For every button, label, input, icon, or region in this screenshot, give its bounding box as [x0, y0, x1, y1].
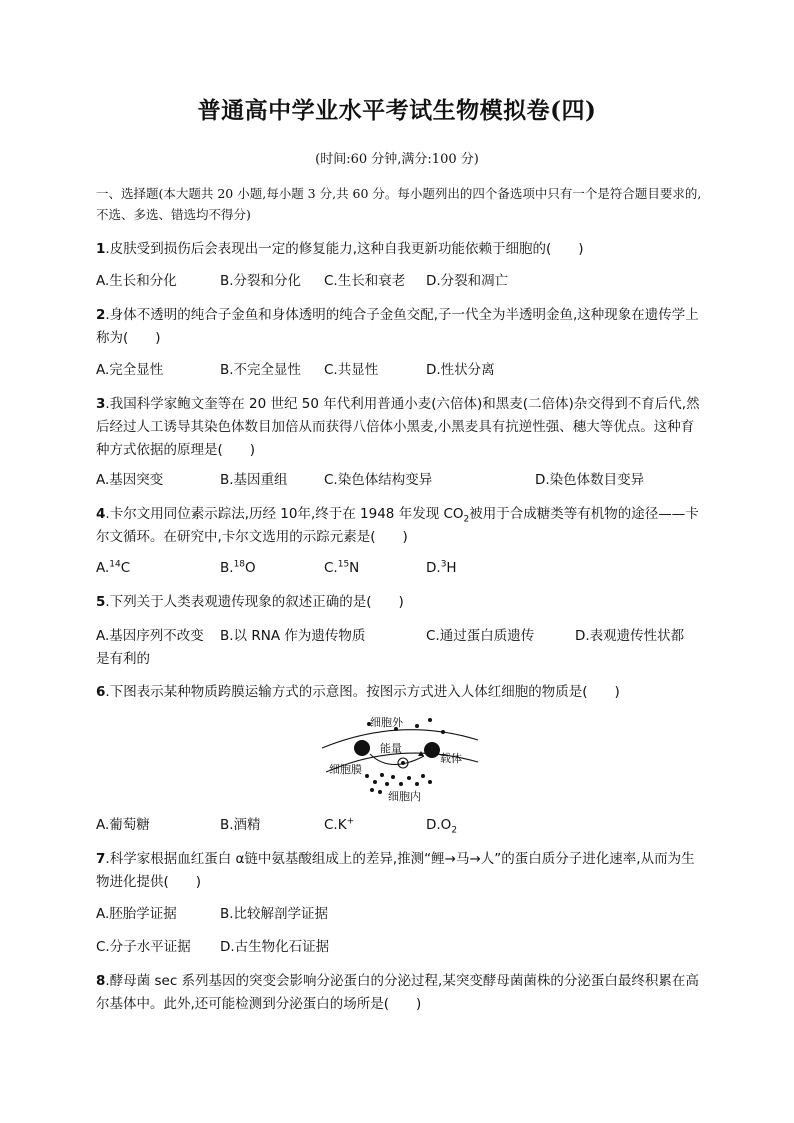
isotope-mass: 3	[440, 559, 447, 570]
option-d[interactable]: D.表观遗传性状都	[575, 628, 685, 644]
molecule-dot	[370, 788, 374, 792]
label-energy: 能量	[380, 742, 402, 755]
question-7	[96, 848, 706, 894]
element-symbol: C	[120, 560, 131, 576]
option-d[interactable]: D.古生物化石证据	[220, 939, 330, 955]
option-d[interactable]	[426, 814, 457, 837]
section-instructions: 一、选择题(本大题共 20 小题,每小题 3 分,共 60 分。每小题列出的四个备选项中只有一个是符合题目要求的,不选、多选、错选均不得分)	[96, 186, 702, 222]
isotope-mass: 18	[233, 559, 246, 570]
molecule-dot	[380, 773, 384, 777]
question-8	[96, 970, 706, 1016]
option-a[interactable]: A.生长和分化	[96, 273, 177, 289]
molecule-dot	[421, 774, 425, 778]
molecule-dot	[415, 724, 419, 728]
element-symbol: O	[245, 560, 256, 576]
molecule-dot	[378, 790, 382, 794]
question-number: 4	[96, 506, 106, 522]
option-a[interactable]: A.完全显性	[96, 362, 164, 378]
option-d[interactable]	[426, 557, 457, 580]
question-number: 3	[96, 396, 106, 412]
label-inside: 细胞内	[388, 790, 421, 803]
option-d[interactable]: D.染色体数目变异	[535, 472, 645, 488]
option-a[interactable]: A.葡萄糖	[96, 817, 150, 833]
transport-arrow	[370, 754, 424, 765]
question-number: 7	[96, 851, 106, 867]
element-symbol: N	[349, 560, 360, 576]
question-1	[96, 238, 706, 261]
option-b[interactable]	[220, 557, 256, 580]
label-outside: 细胞外	[370, 716, 403, 729]
molecule-dot	[428, 780, 432, 784]
question-text: .皮肤受到损伤后会表现出一定的修复能力,这种自我更新功能依赖于细胞的( )	[105, 241, 584, 257]
question-text: .身体不透明的纯合子金鱼和身体透明的纯合子金鱼交配,子一代全为半透明金鱼,这种现象在遗传学上称为( )	[96, 307, 699, 346]
option-prefix: B.	[220, 560, 234, 576]
question-text: .酵母菌 sec 系列基因的突变会影响分泌蛋白的分泌过程,某突变酵母菌菌株的分泌蛋白最终积累在高尔基体中。此外,还可能检测到分泌蛋白的场所是( )	[96, 973, 699, 1012]
option-b[interactable]: B.基因重组	[220, 472, 288, 488]
molecule-dot	[415, 782, 419, 786]
option-prefix: D.	[426, 560, 441, 576]
isotope-mass: 15	[337, 559, 350, 570]
question-5	[96, 591, 706, 614]
option-c[interactable]: C.染色体结构变异	[324, 472, 433, 488]
question-2	[96, 304, 706, 350]
exam-subtitle: (时间:60 分钟,满分:100 分)	[315, 152, 479, 167]
option-c[interactable]: C.生长和衰老	[324, 273, 406, 289]
option-b[interactable]: B.酒精	[220, 817, 261, 833]
molecule-dot	[399, 782, 403, 786]
question-text: .卡尔文用同位素示踪法,历经 10年,终于在 1948 年发现 CO	[105, 506, 464, 522]
carrier-protein-right	[424, 742, 440, 758]
question-number: 5	[96, 594, 106, 610]
option-d[interactable]: D.分裂和凋亡	[426, 273, 509, 289]
element-symbol: H	[446, 560, 457, 576]
question-number: 8	[96, 973, 106, 989]
option-prefix: A.	[96, 560, 110, 576]
option-c[interactable]	[324, 814, 354, 837]
option-b[interactable]: B.以 RNA 作为遗传物质	[220, 628, 366, 644]
option-c[interactable]: C.通过蛋白质遗传	[426, 628, 535, 644]
option-d-continuation: 是有利的	[96, 651, 150, 667]
molecule-dot	[407, 776, 411, 780]
molecule-dot	[385, 782, 389, 786]
question-number: 2	[96, 307, 106, 323]
question-text: .我国科学家鲍文奎等在 20 世纪 50 年代利用普通小麦(六倍体)和黑麦(二倍体)杂交得到不育后代,然后经过人工诱导其染色体数目加倍从而获得八倍体小黑麦,小黑麦具有抗逆性强、穗大等优点。这种育种方式依据的原理是( )	[96, 396, 700, 458]
option-prefix: C.	[324, 560, 338, 576]
subscript: 2	[463, 514, 470, 525]
option-b[interactable]: B.分裂和分化	[220, 273, 302, 289]
question-3	[96, 393, 706, 462]
molecule-dot	[441, 730, 445, 734]
option-c[interactable]	[324, 557, 359, 580]
molecule-dot	[373, 780, 377, 784]
question-text: .下列关于人类表观遗传现象的叙述正确的是( )	[105, 594, 404, 610]
label-carrier: 载体	[440, 752, 462, 765]
option-a[interactable]	[96, 557, 130, 580]
question-text: .科学家根据血红蛋白 α链中氨基酸组成上的差异,推测“鲤→马→人”的蛋白质分子进化速率,从而为生物进化提供( )	[96, 851, 695, 890]
ion-charge: +	[346, 816, 355, 827]
label-membrane: 细胞膜	[329, 763, 362, 776]
question-number: 6	[96, 684, 106, 700]
exam-title: 普通高中学业水平考试生物模拟卷(四)	[197, 97, 597, 124]
question-text-cont: 被用于合成糖类等有机物的途径——卡尔文循环。在研究中,卡尔文选用的示踪元素是( )	[96, 506, 699, 545]
membrane-transport-diagram	[320, 712, 480, 804]
option-a[interactable]: A.基因突变	[96, 472, 164, 488]
subscript: 2	[451, 825, 458, 836]
option-a[interactable]: A.基因序列不改变	[96, 628, 204, 644]
molecule-dot	[391, 775, 395, 779]
option-c[interactable]: C.共显性	[324, 362, 379, 378]
option-text: D.O	[426, 817, 452, 833]
option-b[interactable]: B.比较解剖学证据	[220, 906, 329, 922]
question-text: .下图表示某种物质跨膜运输方式的示意图。按图示方式进入人体红细胞的物质是( )	[105, 684, 620, 700]
molecule-dot	[428, 718, 432, 722]
carrier-protein-left	[354, 740, 370, 756]
option-b[interactable]: B.不完全显性	[220, 362, 302, 378]
option-c[interactable]: C.分子水平证据	[96, 939, 191, 955]
option-d[interactable]: D.性状分离	[426, 362, 495, 378]
option-text: C.K	[324, 817, 347, 833]
option-a[interactable]: A.胚胎学证据	[96, 906, 177, 922]
molecule-dot	[365, 774, 369, 778]
question-4	[96, 503, 706, 549]
isotope-mass: 14	[109, 559, 121, 570]
question-6	[96, 681, 706, 704]
question-number: 1	[96, 241, 106, 257]
